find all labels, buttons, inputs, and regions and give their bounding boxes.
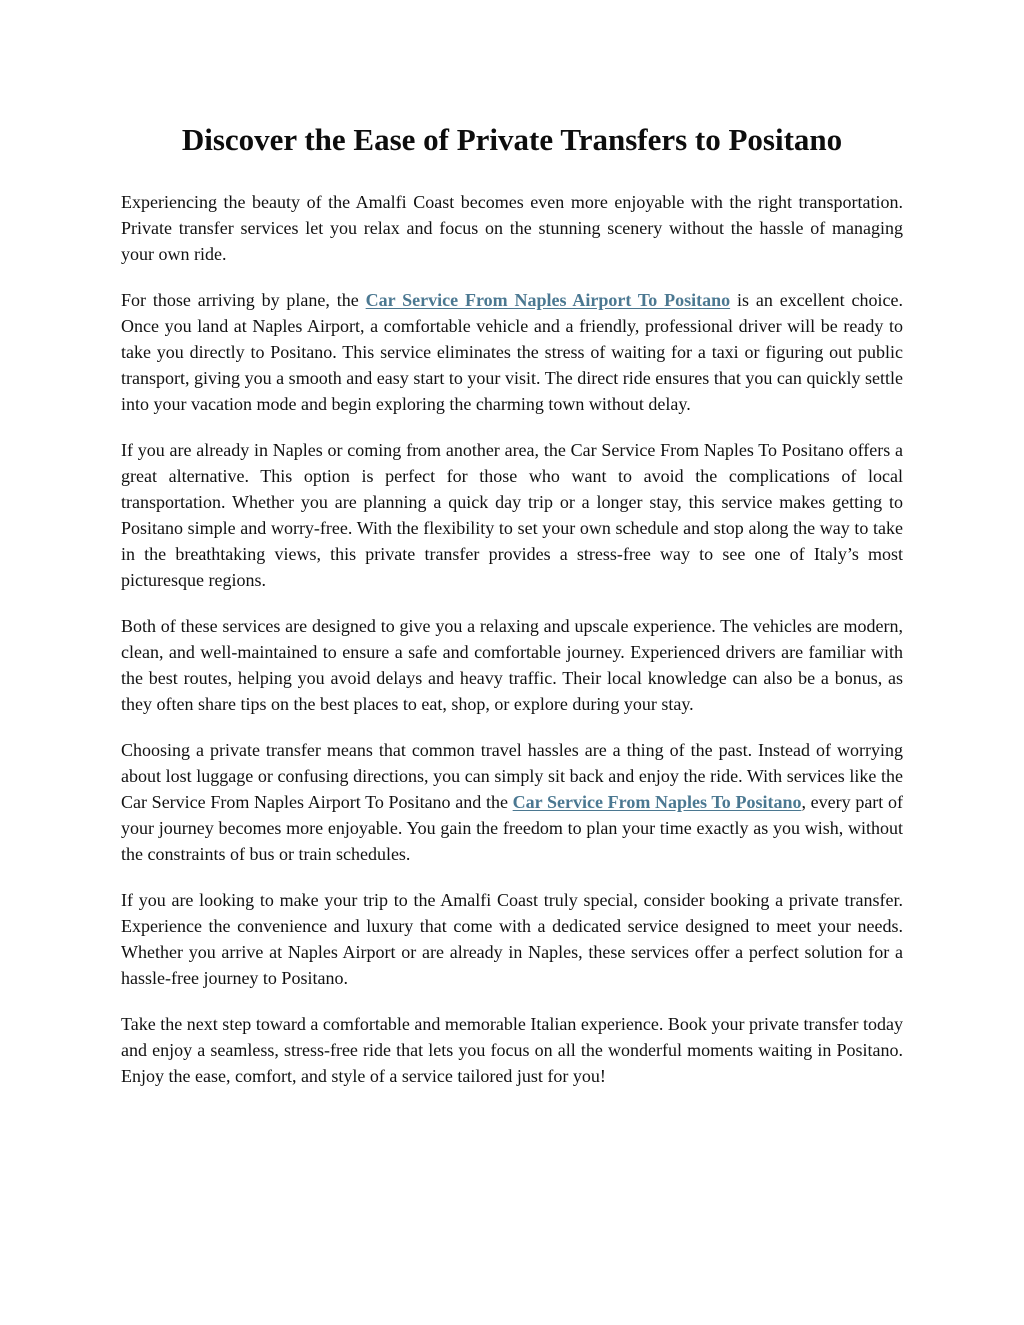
paragraph-experience: Both of these services are designed to give you a relaxing and upscale experience. The vehicles are modern, clean, and well-maintained to ensure a safe and comfortable journey. Experienced drivers are familiar with the best routes, helping you avoid delays and heavy traffic. Their local knowledge can also be a bonus, as they often share tips on the best places to eat, shop, or explore during your stay. <box>121 616 903 714</box>
paragraph-choosing <box>121 737 903 867</box>
link-airport-to-positano[interactable]: Car Service From Naples Airport To Positano <box>365 290 731 310</box>
document-title: Discover the Ease of Private Transfers to Positano <box>181 122 843 157</box>
paragraph-naples-service: If you are already in Naples or coming from another area, the Car Service From Naples To Positano offers a great alternative. This option is perfect for those who want to avoid the complications of local transportation. Whether you are planning a quick day trip or a longer stay, this service makes getting to Positano simple and worry-free. With the flexibility to set your own schedule and stop along the way to take in the breathtaking views, this private transfer provides a stress-free way to see one of Italy’s most picturesque regions. <box>121 440 903 590</box>
paragraph-airport-service <box>121 287 903 417</box>
paragraph-intro: Experiencing the beauty of the Amalfi Coast becomes even more enjoyable with the right transportation. Private transfer services let you relax and focus on the stunning scenery without the hassle of managing your own ride. <box>121 192 903 264</box>
paragraph-text: For those arriving by plane, the <box>121 290 366 310</box>
document-page <box>121 118 903 1109</box>
paragraph-text: is an excellent choice. Once you land at Naples Airport, a comfortable vehicle and a friendly, professional driver will be ready to take you directly to Positano. This service eliminates the stress of waiting for a taxi or figuring out public transport, giving you a smooth and easy start to your visit. The direct ride ensures that you can quickly settle into your vacation mode and begin exploring the charming town without delay. <box>121 290 903 414</box>
paragraph-text: , every part of your journey becomes more enjoyable. You gain the freedom to plan your time exactly as you wish, without the constraints of bus or train schedules. <box>121 792 903 864</box>
paragraph-closing: Take the next step toward a comfortable and memorable Italian experience. Book your private transfer today and enjoy a seamless, stress-free ride that lets you focus on all the wonderful moments waiting in Positano. Enjoy the ease, comfort, and style of a service tailored just for you! <box>121 1014 903 1086</box>
link-naples-to-positano[interactable]: Car Service From Naples To Positano <box>512 792 802 812</box>
paragraph-text: Choosing a private transfer means that common travel hassles are a thing of the past. Instead of worrying about lost luggage or confusing directions, you can simply sit back and enjoy the ride. With services like the Car Service From Naples Airport To Positano and the <box>121 740 903 812</box>
paragraph-booking: If you are looking to make your trip to the Amalfi Coast truly special, consider booking a private transfer. Experience the convenience and luxury that come with a dedicated service designed to meet your needs. Whether you arrive at Naples Airport or are already in Naples, these services offer a perfect solution for a hassle-free journey to Positano. <box>121 890 903 988</box>
